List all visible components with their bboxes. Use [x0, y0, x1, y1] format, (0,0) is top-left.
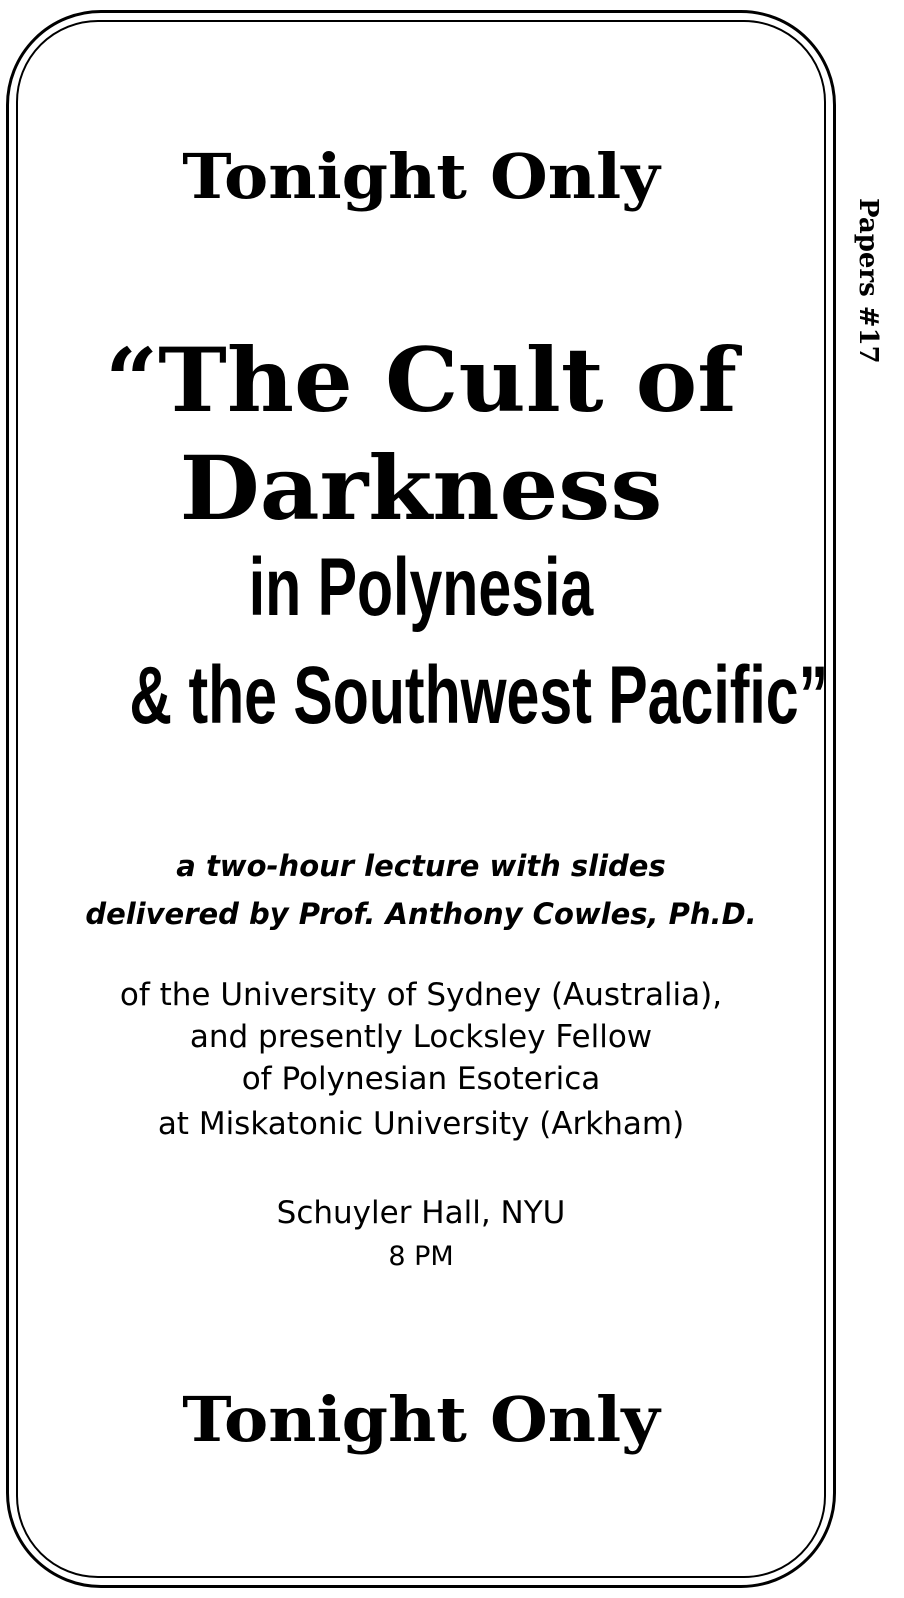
affiliation-line-2: and presently Locksley Fellow [189, 1019, 653, 1055]
title-line-3: in Polynesia [248, 542, 594, 633]
headline-bottom: Tonight Only [182, 1383, 660, 1456]
venue: Schuyler Hall, NYU [276, 1195, 566, 1231]
affiliation-line-1: of the University of Sydney (Australia), [119, 977, 723, 1013]
title-line-4: & the Southwest Pacific” [129, 650, 829, 741]
side-label: Papers #17 [853, 198, 883, 364]
lecture-line-1: a two-hour lecture with slides [176, 849, 666, 883]
affiliation-line-4: at Miskatonic University (Arkham) [157, 1106, 685, 1142]
flyer-inner-border [16, 20, 829, 1578]
headline-top: Tonight Only [182, 140, 660, 213]
title-line-2: Darkness [179, 436, 663, 540]
event-time: 8 PM [388, 1241, 454, 1272]
lecture-line-2: delivered by Prof. Anthony Cowles, Ph.D. [85, 897, 757, 931]
affiliation-line-3: of Polynesian Esoterica [241, 1061, 601, 1097]
title-line-1: “The Cult of [104, 328, 738, 432]
